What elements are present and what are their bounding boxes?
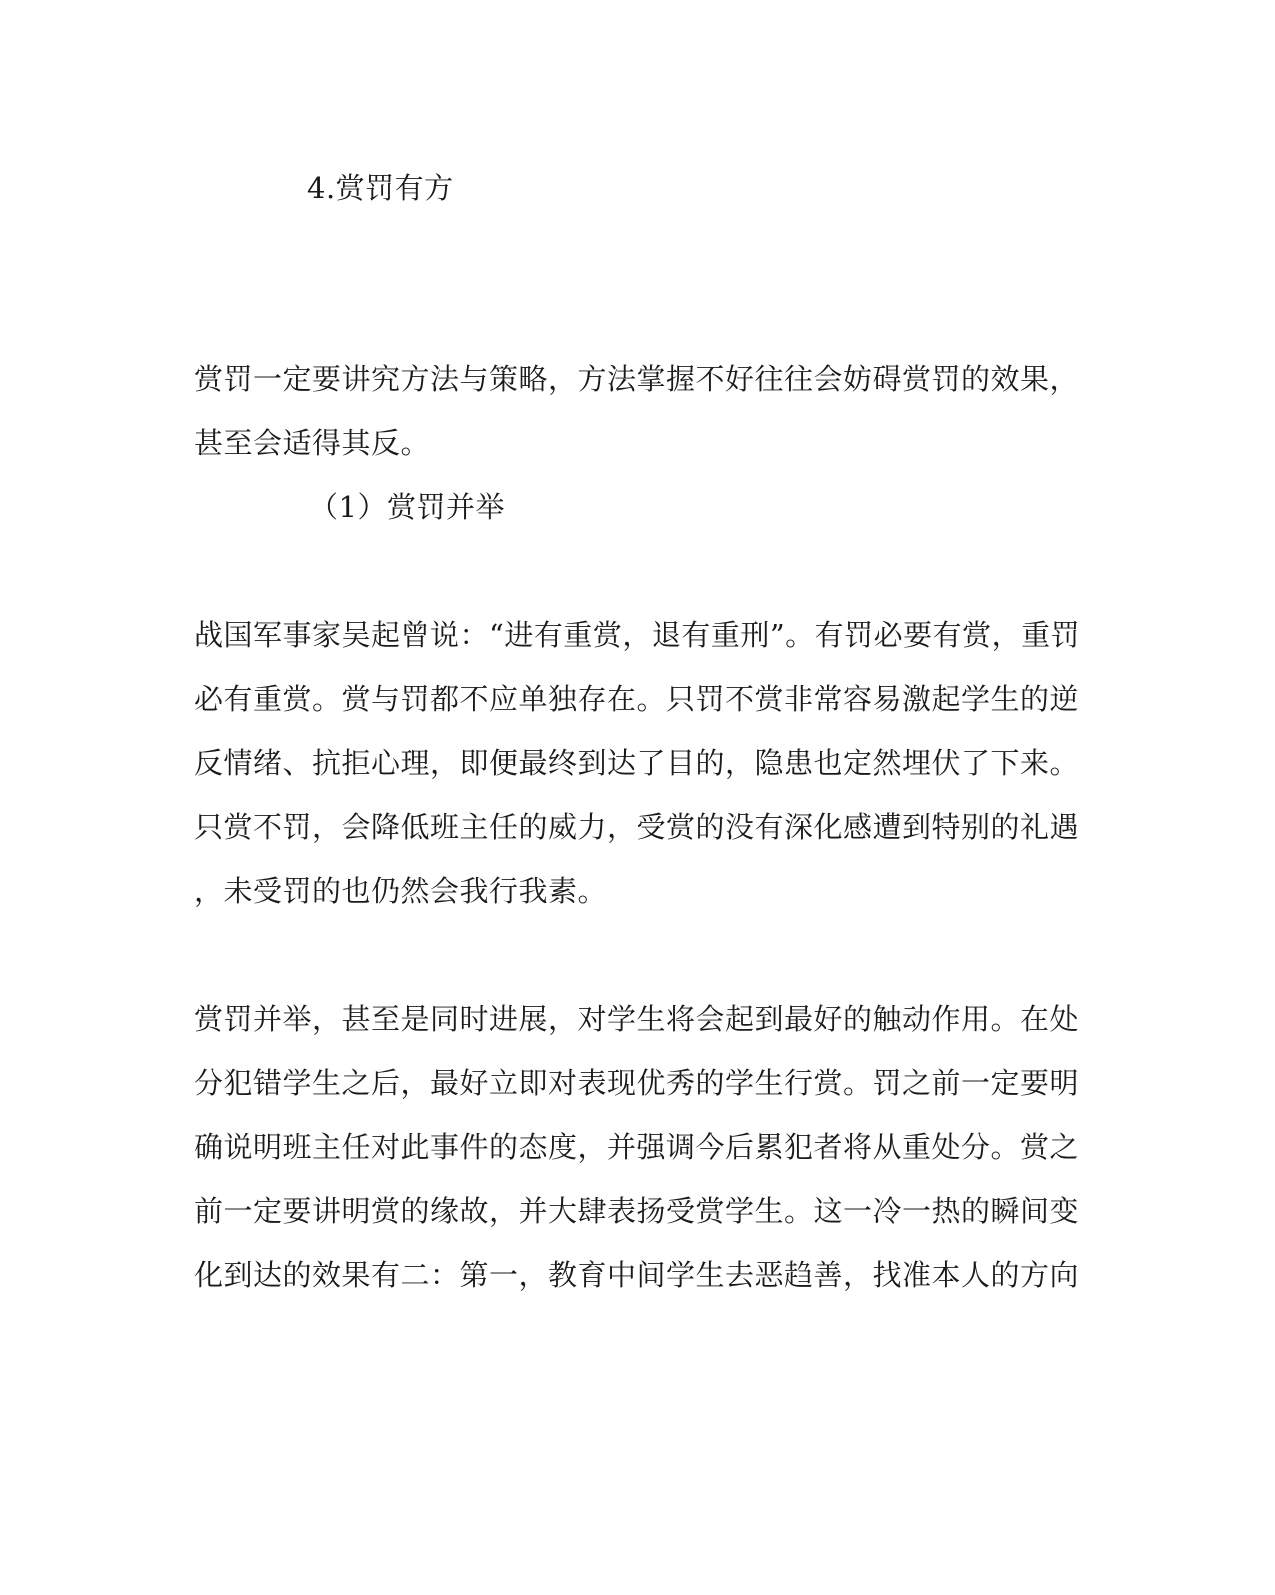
paragraph-line: 反情绪、抗拒心理，即便最终到达了目的，隐患也定然埋伏了下来。 <box>194 746 1080 780</box>
paragraph-line: 战国军事家吴起曾说：“进有重赏，退有重刑”。有罚必要有赏，重罚 <box>194 618 1081 652</box>
paragraph-line: 甚至会适得其反。 <box>194 426 431 460</box>
paragraph-line: 赏罚并举，甚至是同时进展，对学生将会起到最好的触动作用。在处 <box>194 1002 1080 1036</box>
paragraph-line: 只赏不罚，会降低班主任的威力，受赏的没有深化感遭到特别的礼遇 <box>194 810 1080 844</box>
paragraph-line: 确说明班主任对此事件的态度，并强调今后累犯者将从重处分。赏之 <box>194 1130 1080 1164</box>
sub-heading: （1）赏罚并举 <box>309 490 505 524</box>
paragraph-line: 前一定要讲明赏的缘故，并大肆表扬受赏学生。这一冷一热的瞬间变 <box>194 1194 1080 1228</box>
paragraph-line: 化到达的效果有二：第一，教育中间学生去恶趋善，找准本人的方向 <box>194 1258 1080 1292</box>
paragraph-line: 分犯错学生之后，最好立即对表现优秀的学生行赏。罚之前一定要明 <box>194 1066 1080 1100</box>
paragraph-line: 必有重赏。赏与罚都不应单独存在。只罚不赏非常容易激起学生的逆 <box>194 682 1080 716</box>
paragraph-line: ，未受罚的也仍然会我行我素。 <box>194 874 608 908</box>
paragraph-line: 赏罚一定要讲究方法与策略，方法掌握不好往往会妨碍赏罚的效果， <box>194 362 1080 396</box>
section-heading: 4.赏罚有方 <box>307 171 454 205</box>
